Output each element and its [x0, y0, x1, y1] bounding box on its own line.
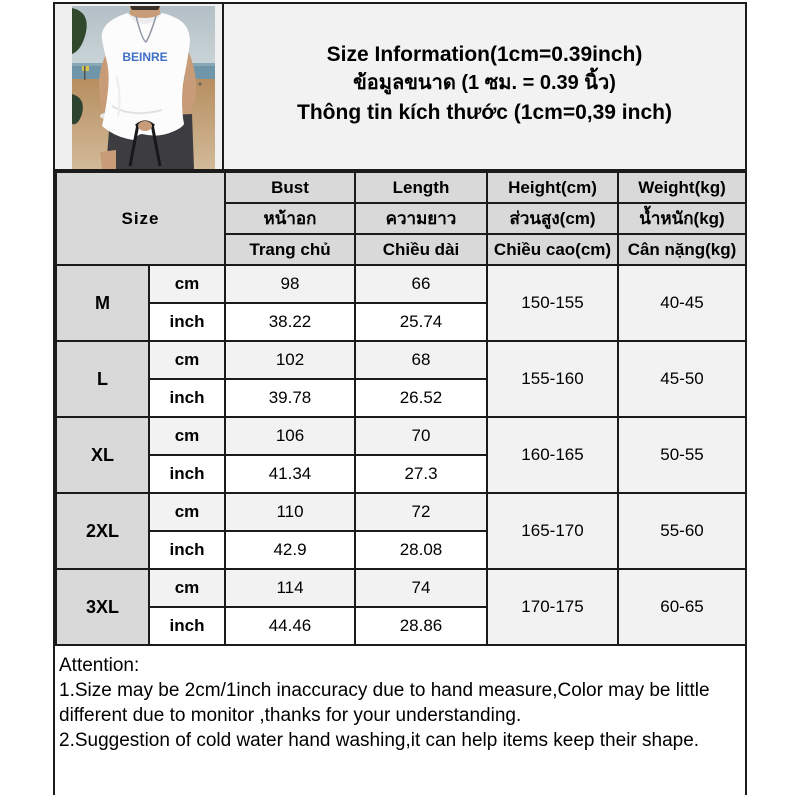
- length-inch-value: 26.52: [355, 379, 487, 417]
- unit-label-inch: inch: [149, 379, 225, 417]
- bust-cm-value: 114: [225, 569, 355, 607]
- attention-note-2: 2.Suggestion of cold water hand washing,it can help items keep their shape.: [59, 730, 700, 751]
- attention-note-1: 1.Size may be 2cm/1inch inaccuracy due to hand measure,Color may be little different due to monitor ,thanks for your understanding.: [59, 680, 710, 726]
- weight-value: 40-45: [618, 265, 746, 341]
- unit-label-inch: inch: [149, 531, 225, 569]
- bust-cm-value: 98: [225, 265, 355, 303]
- table-row: [56, 341, 746, 379]
- header-bust-th: หน้าอก: [225, 203, 355, 234]
- leg: [100, 150, 116, 169]
- bust-inch-value: 44.46: [225, 607, 355, 645]
- product-photo: [55, 4, 224, 169]
- length-cm-value: 66: [355, 265, 487, 303]
- table-row: [56, 265, 746, 303]
- header-length-en: Length: [355, 172, 487, 203]
- bust-inch-value: 41.34: [225, 455, 355, 493]
- unit-label-inch: inch: [149, 455, 225, 493]
- header-bust-vi: Trang chủ: [225, 234, 355, 265]
- header-weight-en: Weight(kg): [618, 172, 746, 203]
- table-row: [56, 417, 746, 455]
- header-length-vi: Chiều dài: [355, 234, 487, 265]
- attention-heading: Attention:: [59, 655, 140, 676]
- unit-label-cm: cm: [149, 417, 225, 455]
- bust-inch-value: 38.22: [225, 303, 355, 341]
- bust-cm-value: 110: [225, 493, 355, 531]
- size-label-2xl: 2XL: [56, 493, 149, 569]
- size-chart-card: [53, 2, 747, 795]
- height-value: 170-175: [487, 569, 618, 645]
- unit-label-cm: cm: [149, 265, 225, 303]
- height-value: 165-170: [487, 493, 618, 569]
- length-inch-value: 28.08: [355, 531, 487, 569]
- length-cm-value: 68: [355, 341, 487, 379]
- product-photo-illustration: [72, 6, 215, 169]
- weight-value: 50-55: [618, 417, 746, 493]
- title-block: [224, 4, 745, 169]
- shirt-print-text: BEINRE: [122, 50, 168, 64]
- unit-label-cm: cm: [149, 493, 225, 531]
- table-row: [56, 493, 746, 531]
- unit-label-inch: inch: [149, 303, 225, 341]
- height-value: 150-155: [487, 265, 618, 341]
- attention-section: [55, 646, 745, 795]
- size-table: [55, 171, 747, 646]
- weight-value: 45-50: [618, 341, 746, 417]
- hair: [130, 6, 160, 10]
- header-length-th: ความยาว: [355, 203, 487, 234]
- header-height-vi: Chiều cao(cm): [487, 234, 618, 265]
- size-label-xl: XL: [56, 417, 149, 493]
- title-english: Size Information(1cm=0.39inch): [326, 43, 643, 66]
- height-value: 155-160: [487, 341, 618, 417]
- weight-value: 60-65: [618, 569, 746, 645]
- header-weight-th: น้ำหนัก(kg): [618, 203, 746, 234]
- length-cm-value: 74: [355, 569, 487, 607]
- unit-label-inch: inch: [149, 607, 225, 645]
- title-vietnamese: Thông tin kích thước (1cm=0,39 inch): [297, 101, 672, 124]
- table-row: [56, 569, 746, 607]
- length-cm-value: 70: [355, 417, 487, 455]
- unit-label-cm: cm: [149, 341, 225, 379]
- size-label-3xl: 3XL: [56, 569, 149, 645]
- bust-cm-value: 106: [225, 417, 355, 455]
- size-label-l: L: [56, 341, 149, 417]
- header-height-th: ส่วนสูง(cm): [487, 203, 618, 234]
- unit-label-cm: cm: [149, 569, 225, 607]
- hand: [138, 121, 152, 131]
- size-label-m: M: [56, 265, 149, 341]
- length-inch-value: 25.74: [355, 303, 487, 341]
- bust-inch-value: 42.9: [225, 531, 355, 569]
- length-inch-value: 27.3: [355, 455, 487, 493]
- header-weight-vi: Cân nặng(kg): [618, 234, 746, 265]
- bust-inch-value: 39.78: [225, 379, 355, 417]
- bust-cm-value: 102: [225, 341, 355, 379]
- weight-value: 55-60: [618, 493, 746, 569]
- size-column-header: Size: [56, 172, 225, 265]
- length-inch-value: 28.86: [355, 607, 487, 645]
- height-value: 160-165: [487, 417, 618, 493]
- header-section: [55, 4, 745, 171]
- length-cm-value: 72: [355, 493, 487, 531]
- title-thai: ข้อมูลขนาด (1 ซม. = 0.39 นิ้ว): [353, 72, 616, 94]
- header-bust-en: Bust: [225, 172, 355, 203]
- header-height-en: Height(cm): [487, 172, 618, 203]
